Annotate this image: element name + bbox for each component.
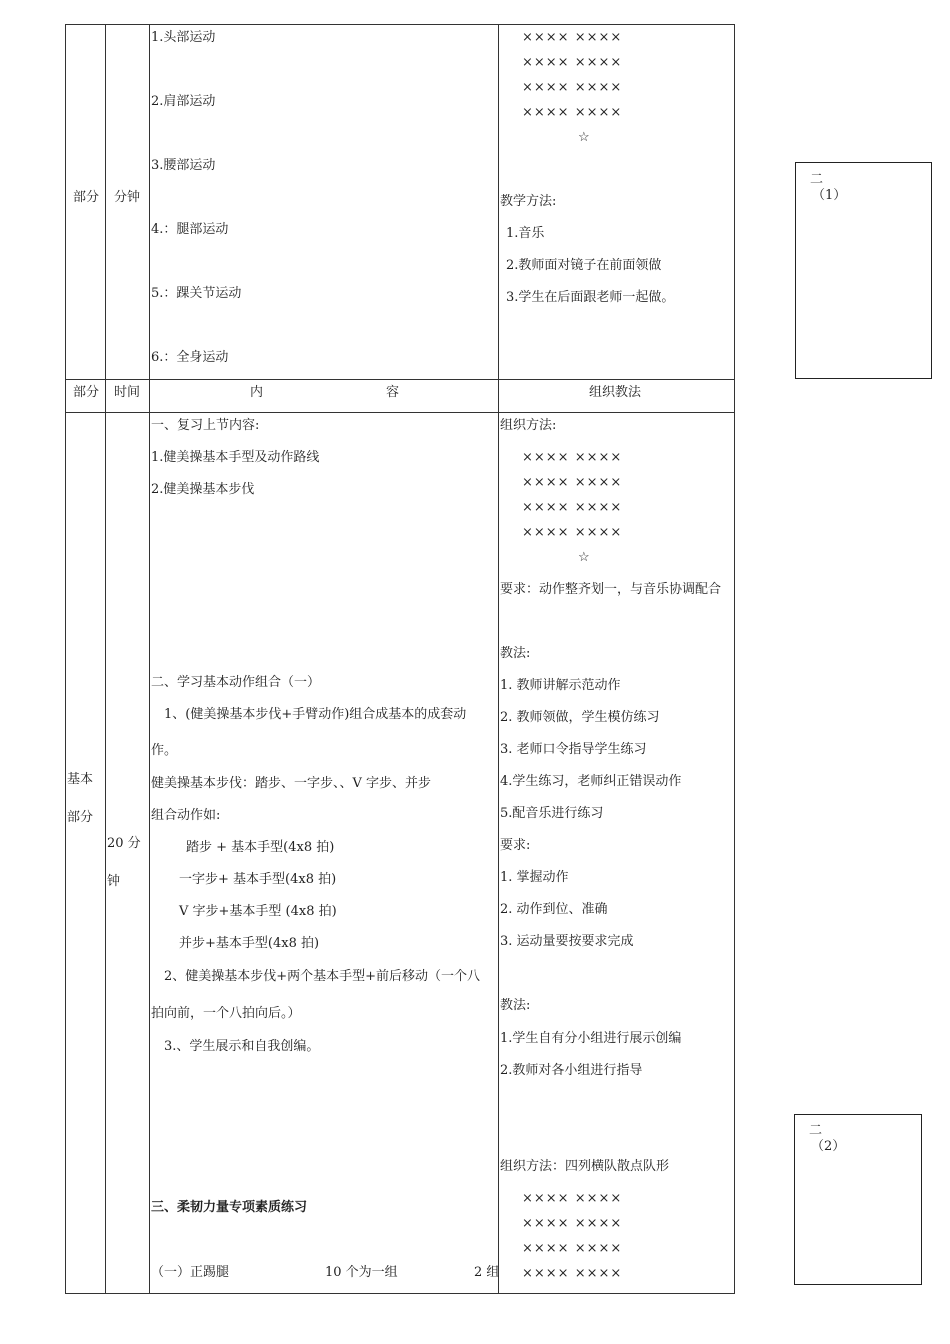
org-line: 2.教师对各小组进行指导 <box>500 1063 643 1078</box>
formation-row: ×××× ×××× <box>522 1241 623 1256</box>
content-item: 2.肩部运动 <box>151 94 216 109</box>
header-content-a: 内 <box>250 385 264 400</box>
side-note-line: 二 <box>810 172 824 187</box>
side-note-line: 二 <box>809 1123 823 1138</box>
content-line: 一、复习上节内容: <box>151 418 260 433</box>
content-item: 4.：腿部运动 <box>151 222 229 237</box>
formation-row: ×××× ×××× <box>522 30 623 45</box>
content-line: 1.健美操基本手型及动作路线 <box>151 450 320 465</box>
column-divider <box>498 24 499 1294</box>
content-line: 踏步 + 基本手型(4x8 拍) <box>186 840 335 855</box>
column-divider <box>149 24 150 1294</box>
content-line: 10 个为一组 <box>325 1265 398 1280</box>
org-line: 组织方法: <box>500 418 557 433</box>
org-line: 要求: <box>500 838 531 853</box>
content-heading: 三、柔韧力量专项素质练习 <box>151 1200 308 1215</box>
org-line: 2. 教师领做，学生模仿练习 <box>500 710 660 725</box>
content-item: 1.头部运动 <box>151 30 216 45</box>
row-divider <box>65 379 735 380</box>
content-item: 3.腰部运动 <box>151 158 216 173</box>
header-content-b: 容 <box>386 385 400 400</box>
content-line: V 字步+基本手型 (4x8 拍) <box>179 904 337 919</box>
formation-row: ×××× ×××× <box>522 525 623 540</box>
formation-row: ×××× ×××× <box>522 450 623 465</box>
formation-row: ×××× ×××× <box>522 500 623 515</box>
teacher-star-icon: ☆ <box>578 130 590 145</box>
side-note-line: （2） <box>811 1139 846 1154</box>
header-time: 时间 <box>114 385 141 400</box>
content-line: 作。 <box>151 743 178 758</box>
org-line: 1. 掌握动作 <box>500 870 569 885</box>
time-label: 分钟 <box>114 190 141 205</box>
org-line: 教法: <box>500 646 531 661</box>
main-part-label: 基本 <box>67 772 94 787</box>
method-title: 教学方法: <box>500 194 557 209</box>
main-time-label: 钟 <box>107 874 121 889</box>
org-line: 教法: <box>500 998 531 1013</box>
formation-row: ×××× ×××× <box>522 1191 623 1206</box>
method-item: 3.学生在后面跟老师一起做。 <box>506 290 675 305</box>
org-line: 4.学生练习，老师纠正错误动作 <box>500 774 682 789</box>
part-label: 部分 <box>73 190 100 205</box>
content-line: 1、(健美操基本步伐+手臂动作)组合成基本的成套动 <box>164 707 467 722</box>
teacher-star-icon: ☆ <box>578 550 590 565</box>
column-divider <box>105 24 106 1294</box>
content-line: 2.健美操基本步伐 <box>151 482 255 497</box>
header-org: 组织教法 <box>589 385 642 400</box>
content-line: 并步+基本手型(4x8 拍) <box>179 936 320 951</box>
formation-row: ×××× ×××× <box>522 1266 623 1281</box>
content-line: 组合动作如: <box>151 808 221 823</box>
org-line: 要求：动作整齐划一，与音乐协调配合 <box>500 582 722 597</box>
org-line: 1.学生自有分小组进行展示创编 <box>500 1031 682 1046</box>
formation-row: ×××× ×××× <box>522 80 623 95</box>
content-line: 2 组 <box>474 1265 500 1280</box>
formation-row: ×××× ×××× <box>522 55 623 70</box>
content-line: 2、健美操基本步伐+两个基本手型+前后移动（一个八 <box>164 969 481 984</box>
content-line: 二、学习基本动作组合（一） <box>151 675 321 690</box>
formation-row: ×××× ×××× <box>522 475 623 490</box>
method-item: 2.教师面对镜子在前面领做 <box>506 258 662 273</box>
method-item: 1.音乐 <box>506 226 545 241</box>
lesson-table <box>65 24 735 1294</box>
content-line: 一字步+ 基本手型(4x8 拍) <box>179 872 337 887</box>
row-divider <box>65 412 735 413</box>
org-line: 5.配音乐进行练习 <box>500 806 604 821</box>
content-line: 3.、学生展示和自我创编。 <box>164 1039 320 1054</box>
header-part: 部分 <box>73 385 100 400</box>
formation-row: ×××× ×××× <box>522 105 623 120</box>
main-time-label: 20 分 <box>107 836 141 851</box>
org-line: 1. 教师讲解示范动作 <box>500 678 621 693</box>
main-part-label: 部分 <box>67 810 94 825</box>
content-line: 拍向前，一个八拍向后。） <box>151 1006 301 1021</box>
org-line: 3. 运动量要按要求完成 <box>500 934 634 949</box>
content-line: （一）正踢腿 <box>151 1265 230 1280</box>
content-item: 6.：全身运动 <box>151 350 229 365</box>
org-line: 3. 老师口令指导学生练习 <box>500 742 647 757</box>
content-line: 健美操基本步伐：踏步、一字步、、V 字步、并步 <box>151 776 432 791</box>
formation-row: ×××× ×××× <box>522 1216 623 1231</box>
org-line: 2. 动作到位、准确 <box>500 902 608 917</box>
side-note-line: （1） <box>812 188 847 203</box>
content-item: 5.：踝关节运动 <box>151 286 242 301</box>
org-line: 组织方法：四列横队散点队形 <box>500 1159 670 1174</box>
